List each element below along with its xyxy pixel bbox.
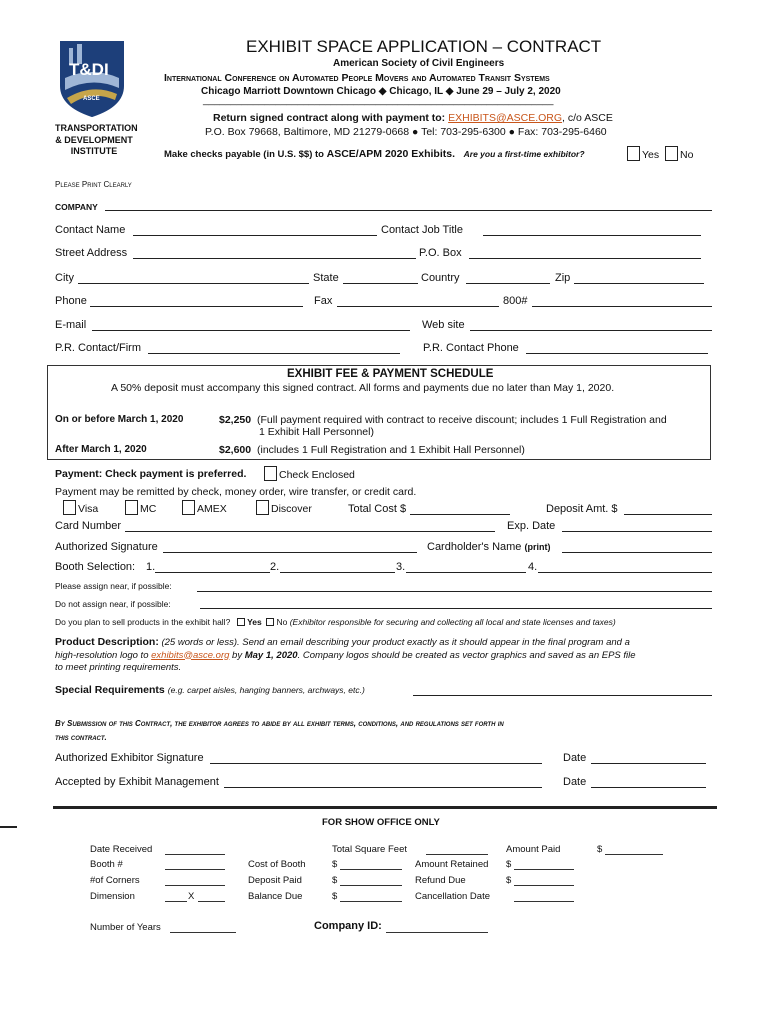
dimension-field-1[interactable]: [165, 901, 187, 902]
cancellation-date-field[interactable]: [514, 901, 574, 902]
return-line: [213, 112, 613, 124]
checks-line: [164, 148, 585, 160]
amount-retained-label: Amount Retained: [415, 859, 489, 870]
exp-date-field[interactable]: [562, 531, 712, 532]
return-suffix: , c/o ASCE: [562, 112, 613, 124]
product-text-2c: . Company logos should be created as vector graphics and saved as an EPS file: [297, 649, 636, 661]
sell-no-checkbox[interactable]: [266, 618, 274, 626]
margin-mark: [0, 826, 17, 828]
country-field[interactable]: [466, 283, 550, 284]
cancellation-date-label: Cancellation Date: [415, 891, 490, 902]
late-price: $2,600: [219, 444, 252, 456]
exhibitor-signature-field[interactable]: [210, 763, 542, 764]
please-print: Please Print Clearly: [55, 180, 132, 189]
refund-due-label: Refund Due: [415, 875, 466, 886]
special-label: Special Requirements: [55, 684, 165, 696]
auth-signature-label: Authorized Signature: [55, 541, 158, 553]
sell-yes-checkbox[interactable]: [237, 618, 245, 626]
ext-label: 800#: [503, 295, 528, 307]
total-sq-feet-label: Total Square Feet: [332, 844, 407, 855]
pr-contact-label: P.R. Contact/Firm: [55, 342, 141, 354]
ext-field[interactable]: [532, 306, 712, 307]
card-number-field[interactable]: [125, 531, 495, 532]
payment-label: Payment: Check payment is preferred.: [55, 468, 247, 480]
zip-label: Zip: [555, 272, 571, 284]
mc-label: MC: [140, 503, 157, 515]
first-time-yes-label: Yes: [642, 149, 660, 161]
website-label: Web site: [422, 319, 465, 331]
check-enclosed-option[interactable]: [264, 466, 355, 481]
return-prefix: Return signed contract along with payment to:: [213, 112, 449, 124]
booth-4-label: 4.: [528, 561, 538, 573]
sell-note: (Exhibitor responsible for securing and collecting all local and state licenses and taxes): [289, 617, 616, 627]
checks-payee: ASCE/APM 2020 Exhibits.: [326, 148, 455, 160]
street-address-field[interactable]: [133, 258, 416, 259]
visa-option[interactable]: [63, 500, 98, 515]
agreement-line-2: this contract.: [55, 733, 107, 742]
late-label: After March 1, 2020: [55, 444, 147, 455]
contact-job-title-label: Contact Job Title: [381, 224, 463, 236]
total-cost-field[interactable]: [410, 514, 510, 515]
company-field[interactable]: [105, 210, 712, 211]
amex-checkbox[interactable]: [182, 500, 195, 515]
remit-note: Payment may be remitted by check, money order, wire transfer, or credit card.: [55, 486, 417, 498]
agreement-line-1: By Submission of this Contract, the exhibitor agrees to abide by all exhibit terms, conditions, and regulations set forth in: [55, 719, 504, 728]
exhibitor-date-field[interactable]: [591, 763, 706, 764]
special-requirements-label: [55, 684, 365, 696]
product-description: [55, 636, 636, 675]
assign-near-field[interactable]: [197, 591, 712, 592]
balance-due-label: Balance Due: [248, 891, 303, 902]
check-enclosed-label: Check Enclosed: [279, 469, 355, 481]
pr-contact-field[interactable]: [148, 353, 400, 354]
booth-2-field[interactable]: [280, 572, 395, 573]
visa-checkbox[interactable]: [63, 500, 76, 515]
early-label: On or before March 1, 2020: [55, 414, 184, 425]
do-not-assign-label: [55, 599, 171, 609]
fax-label: Fax: [314, 295, 333, 307]
corners-label: #of Corners: [90, 875, 140, 886]
refund-dollar: $: [506, 875, 512, 886]
booth-1-field[interactable]: [155, 572, 270, 573]
institute-name: [55, 123, 138, 158]
early-desc-2: 1 Exhibit Hall Personnel): [259, 426, 374, 438]
show-office-title: FOR SHOW OFFICE ONLY: [322, 817, 440, 828]
management-date-field[interactable]: [591, 787, 706, 788]
phone-label: Phone: [55, 295, 87, 307]
booth-3-field[interactable]: [406, 572, 526, 573]
sell-products-row: [55, 617, 616, 627]
management-date-label: Date: [563, 776, 587, 788]
state-label: State: [313, 272, 339, 284]
deposit-amt-field[interactable]: [624, 514, 712, 515]
check-enclosed-checkbox[interactable]: [264, 466, 277, 481]
total-sq-feet-field[interactable]: [426, 854, 488, 855]
mc-option[interactable]: [125, 500, 156, 515]
first-time-yes[interactable]: [627, 146, 659, 161]
sell-yes-label: Yes: [247, 617, 262, 627]
amex-label: AMEX: [197, 503, 227, 515]
cost-of-booth-label: Cost of Booth: [248, 859, 306, 870]
website-field[interactable]: [470, 330, 712, 331]
amex-option[interactable]: [182, 500, 227, 515]
phone-field[interactable]: [90, 306, 303, 307]
header-venue: Chicago Marriott Downtown Chicago ◆ Chicago, IL ◆ June 29 – July 2, 2020: [201, 86, 561, 97]
state-field[interactable]: [343, 283, 418, 284]
special-example: (e.g. carpet aisles, hanging banners, archways, etc.): [167, 685, 365, 695]
po-box-field[interactable]: [469, 258, 701, 259]
exhibitor-date-label: Date: [563, 752, 587, 764]
cost-of-booth-field[interactable]: [340, 869, 402, 870]
booth-3-label: 3.: [396, 561, 406, 573]
amount-retained-field[interactable]: [514, 869, 574, 870]
visa-label: Visa: [78, 503, 99, 515]
pr-phone-field[interactable]: [526, 353, 708, 354]
product-text-2a: high-resolution logo to: [55, 649, 152, 661]
discover-checkbox[interactable]: [256, 500, 269, 515]
booth-2-label: 2.: [270, 561, 280, 573]
institute-line-3: INSTITUTE: [70, 146, 118, 156]
tdi-logo: [57, 38, 127, 118]
header-address: P.O. Box 79668, Baltimore, MD 21279-0668 ● Tel: 703-295-6300 ● Fax: 703-295-6460: [205, 126, 607, 138]
agreement-text: [55, 717, 504, 745]
early-desc-1: (Full payment required with contract to receive discount; includes 1 Full Registration and: [257, 414, 667, 426]
dimension-label: Dimension: [90, 891, 135, 902]
return-email-link[interactable]: EXHIBITS@ASCE.ORG: [448, 112, 563, 124]
booth-4-field[interactable]: [538, 572, 712, 573]
email-field[interactable]: [92, 330, 410, 331]
cardholder-name-field[interactable]: [562, 552, 712, 553]
fax-field[interactable]: [337, 306, 499, 307]
num-years-label: Number of Years: [90, 922, 161, 933]
institute-line-2: & DEVELOPMENT: [55, 134, 133, 145]
product-text-1: (25 words or less). Send an email describing your product exactly as it should appear in the final program and a: [158, 637, 630, 648]
num-years-field[interactable]: [170, 932, 236, 933]
company-id-field[interactable]: [386, 932, 488, 933]
country-label: Country: [421, 272, 460, 284]
first-time-no[interactable]: [665, 146, 693, 161]
dimension-field-2[interactable]: [198, 901, 225, 902]
header-conference: International Conference on Automated People Movers and Automated Transit Systems: [164, 72, 550, 84]
deposit-amt-label: Deposit Amt. $: [546, 503, 618, 515]
cost-dollar: $: [332, 859, 338, 870]
discover-option[interactable]: [256, 500, 312, 515]
exp-date-label: Exp. Date: [507, 520, 556, 532]
street-address-label: Street Address: [55, 247, 128, 259]
assign-near-label: Please assign near, if possible:: [55, 581, 172, 591]
refund-due-field[interactable]: [514, 885, 574, 886]
deposit-note: A 50% deposit must accompany this signed contract. All forms and payments due no later than May 1, 2020.: [111, 382, 615, 394]
cardholder-name-label: [427, 541, 550, 553]
deposit-paid-field[interactable]: [340, 885, 402, 886]
contact-name-label: Contact Name: [55, 224, 126, 236]
logo-text: T&DI: [69, 60, 109, 79]
paid-dollar: $: [597, 844, 603, 855]
header-org: American Society of Civil Engineers: [333, 58, 505, 69]
section-divider: [53, 806, 717, 809]
balance-dollar: $: [332, 891, 338, 902]
management-signature-field[interactable]: [224, 787, 542, 788]
email-label: E-mail: [55, 319, 87, 331]
discover-label: Discover: [271, 503, 312, 515]
deposit-paid-label: Deposit Paid: [248, 875, 302, 886]
product-text-2b: by: [229, 649, 245, 661]
special-requirements-field[interactable]: [413, 695, 712, 696]
do-not-assign-field[interactable]: [200, 608, 712, 609]
cardholder-print-note: (print): [524, 542, 551, 552]
first-time-question: Are you a first-time exhibitor?: [463, 149, 585, 159]
deposit-dollar: $: [332, 875, 338, 886]
product-email-link[interactable]: exhibits@asce.org: [151, 649, 230, 661]
sell-no-label: No: [276, 617, 288, 627]
logo-subtext: ASCE: [83, 96, 100, 102]
city-label: City: [55, 272, 74, 284]
date-received-label: Date Received: [90, 844, 153, 855]
balance-due-field[interactable]: [340, 901, 402, 902]
booth-num-field[interactable]: [165, 869, 225, 870]
sell-question: Do you plan to sell products in the exhibit hall?: [55, 617, 231, 627]
management-signature-label: Accepted by Exhibit Management: [55, 776, 219, 788]
contact-job-title-field[interactable]: [483, 235, 701, 236]
amount-paid-field[interactable]: [605, 854, 663, 855]
auth-signature-field[interactable]: [163, 552, 417, 553]
retained-dollar: $: [506, 859, 512, 870]
dimension-x: X: [188, 891, 195, 902]
total-cost-label: Total Cost $: [348, 503, 407, 515]
company-id-label: Company ID:: [314, 920, 382, 932]
exhibitor-signature-label: Authorized Exhibitor Signature: [55, 752, 204, 764]
corners-field[interactable]: [165, 885, 225, 886]
product-text-3: to meet printing requirements.: [55, 662, 182, 673]
institute-line-1: TRANSPORTATION: [55, 123, 138, 133]
cardholder-name-text: Cardholder's Name: [427, 541, 522, 553]
product-date: May 1, 2020: [244, 649, 298, 661]
pr-phone-label: P.R. Contact Phone: [423, 342, 519, 354]
early-price: $2,250: [219, 414, 252, 426]
first-time-no-label: No: [680, 149, 694, 161]
date-received-field[interactable]: [165, 854, 225, 855]
header-rule: _______________________________________________________________: [203, 95, 554, 106]
booth-num-label: Booth #: [90, 859, 123, 870]
schedule-title: EXHIBIT FEE & PAYMENT SCHEDULE: [287, 368, 494, 380]
booth-1-label: 1.: [146, 561, 156, 573]
card-number-label: Card Number: [55, 520, 122, 532]
zip-field[interactable]: [574, 283, 704, 284]
page-title: EXHIBIT SPACE APPLICATION – CONTRACT: [246, 37, 602, 56]
product-label: Product Description:: [55, 636, 159, 648]
city-field[interactable]: [78, 283, 309, 284]
first-time-no-checkbox[interactable]: [665, 146, 678, 161]
company-label: COMPANY: [55, 202, 98, 212]
po-box-label: P.O. Box: [419, 247, 462, 259]
contact-name-field[interactable]: [133, 235, 377, 236]
booth-selection-label: Booth Selection:: [55, 561, 136, 573]
mc-checkbox[interactable]: [125, 500, 138, 515]
first-time-yes-checkbox[interactable]: [627, 146, 640, 161]
do-not-assign-text: Do not assign near, if possible:: [55, 599, 171, 609]
amount-paid-label: Amount Paid: [506, 844, 561, 855]
late-desc: (includes 1 Full Registration and 1 Exhibit Hall Personnel): [257, 444, 525, 456]
checks-prefix: Make checks payable (in U.S. $$) to: [164, 149, 327, 160]
